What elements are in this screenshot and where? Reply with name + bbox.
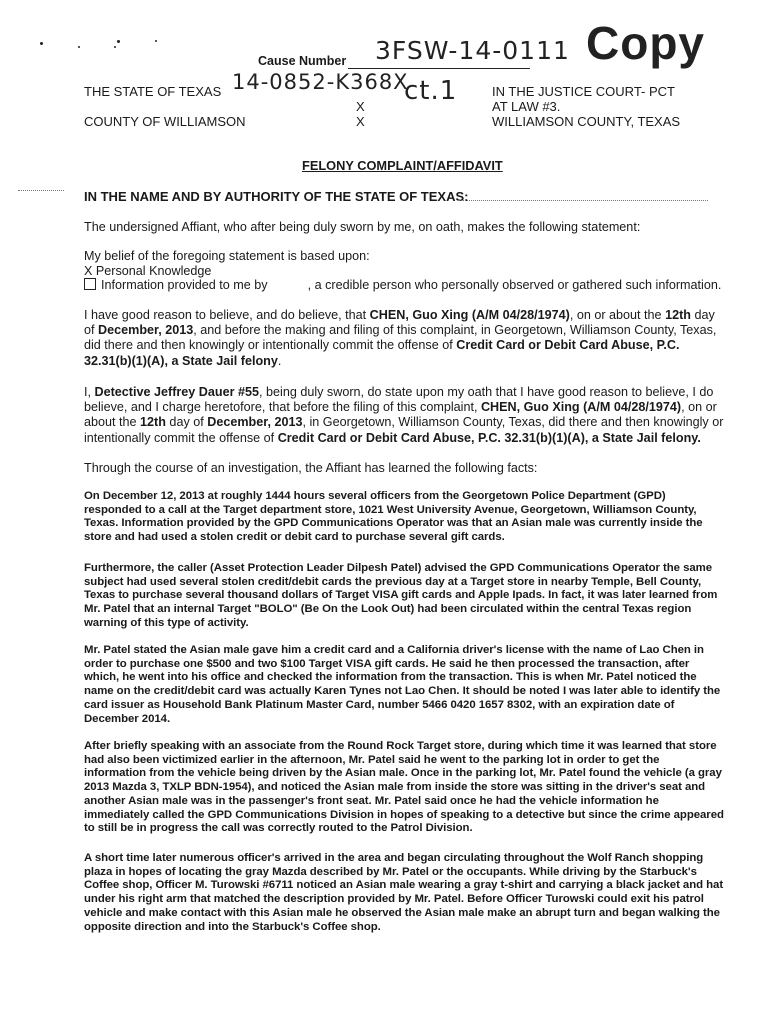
offense-month-year: December, 2013: [207, 415, 303, 430]
state-handwritten-number: 14-0852-K368X: [232, 70, 409, 94]
belief-information-text-a: Information provided to me by: [101, 278, 268, 292]
p2-text-1: I,: [84, 385, 95, 399]
p2-text-2: , being duly sworn, do state upon my oath that I have good reason to believe, I do believe, and I charge heretofore, that before the filing of this complaint,: [84, 385, 714, 415]
offense-day: 12th: [140, 415, 166, 430]
suspect-name: CHEN, Guo Xing (A/M 04/28/1974): [369, 308, 570, 322]
offense-statute: Credit Card or Debit Card Abuse, P.C. 32.31(b)(1)(A), a State Jail felony.: [277, 430, 701, 445]
offense-day: 12th: [665, 308, 691, 322]
cause-number-handwritten: 3FSW-14-0111: [375, 36, 570, 65]
court-line-1: IN THE JUSTICE COURT- PCT: [492, 84, 675, 99]
cause-number-label: Cause Number: [258, 54, 347, 68]
x-mark-1: X: [356, 99, 365, 114]
scan-speck: [155, 40, 157, 42]
copy-stamp: Copy: [586, 17, 705, 69]
scan-speck: [78, 46, 80, 48]
fact-paragraph: On December 12, 2013 at roughly 1444 hours several officers from the Georgetown Police Department (GPD) responded to a call at the Target department store, 1021 West University Avenue, Georgetown, Williamson County, Texas. Information provided by the GPD Communications Operator was that an Asian male was currently inside the store and had used a stolen credit or debit card to purchase several gift cards.: [84, 490, 703, 544]
p2-text-5: , in Georgetown, Williamson County, Texas, did there and then knowingly or intentionally commit the offense of: [84, 415, 724, 445]
fact-paragraph: Mr. Patel stated the Asian male gave him a credit card and a California driver's license with the name of Lao Chen in order to purchase one $500 and two $100 Target VISA gift cards. He said he then processed the transaction, after which, he went into his office and checked the information from the transaction. This is when Mr. Patel noticed the name on the credit/debit card was actually Karen Tynes not Lao Chen. It should be noted I was later able to identify the card issuer as Household Bank Platinum Master Card, number 5466 0420 1657 8302, with an expiration date of December 2014.: [84, 644, 721, 725]
authority-dotted-rule: [458, 200, 708, 202]
county-label: COUNTY OF WILLIAMSON: [84, 114, 246, 129]
fact-paragraph: After briefly speaking with an associate from the Round Rock Target store, during which time it was learned that store had also been victimized earlier in the afternoon, Mr. Patel said he went to the parking lot in order to get the information from the vehicle being driven by the Asian male. Once in the parking lot, Mr. Patel found the vehicle (a gray 2013 Mazda 3, TXLP BDN-1954), and noticed the Asian male from inside the store was sitting in the driver's seat and another Asian male was in the passenger's front seat. Mr. Patel said once he had the vehicle information he immediately called the GPD Communications Division in hopes of speaking to a detective but since the crime appeared to still be in progress the call was correctly routed to the Patrol Division.: [84, 740, 724, 835]
p2-text-4: day of: [165, 415, 208, 430]
scan-speck: [40, 42, 43, 45]
fact-paragraph: Furthermore, the caller (Asset Protection Leader Dilpesh Patel) advised the GPD Communications Operator the same subject had used several stolen credit/debit cards the previous day at a Target store in nearby Temple, Bell County, Texas to purchase several thousand dollars of Target VISA gift cards and Apple Ipads. In fact, it was later learned from Mr. Patel that an internal Target "BOLO" (Be On the Look Out) had been circulated within the central Texas region warning of this type of activity.: [84, 562, 718, 629]
x-mark-2: X: [356, 114, 365, 129]
belief-information-option: [84, 278, 721, 292]
charge-paragraph: [84, 385, 724, 446]
count-handwritten: ct.1: [404, 76, 458, 106]
p1-text-5: .: [277, 353, 282, 368]
offense-statute: Credit Card or Debit Card Abuse, P.C. 32.31(b)(1)(A), a State Jail felony: [84, 338, 680, 368]
belief-personal-knowledge: X Personal Knowledge: [84, 264, 212, 278]
p1-text-1: I have good reason to believe, and do believe, that: [84, 308, 370, 322]
margin-mark: [18, 190, 64, 192]
court-line-2: AT LAW #3.: [492, 99, 561, 114]
suspect-name: CHEN, Guo Xing (A/M 04/28/1974): [480, 400, 682, 415]
offense-month-year: December, 2013: [98, 323, 194, 338]
affiant-statement: The undersigned Affiant, who after being duly sworn by me, on oath, makes the following statement:: [84, 220, 641, 234]
cause-number-line: [348, 68, 530, 69]
authority-heading: IN THE NAME AND BY AUTHORITY OF THE STATE OF TEXAS:: [84, 189, 469, 204]
scan-speck: [114, 46, 116, 48]
scan-speck: [117, 40, 120, 43]
p1-text-2: , on or about the: [569, 308, 666, 322]
belief-information-text-b: , a credible person who personally observed or gathered such information.: [307, 278, 722, 292]
document-title: FELONY COMPLAINT/AFFIDAVIT: [302, 158, 503, 173]
state-of-texas-label: THE STATE OF TEXAS: [84, 84, 222, 99]
belief-heading: My belief of the foregoing statement is based upon:: [84, 249, 370, 263]
information-checkbox[interactable]: [84, 278, 96, 290]
p1-text-4: , and before the making and filing of this complaint, in Georgetown, Williamson County, Texas, did there and then knowingly or intentionally commit the offense of: [84, 323, 717, 353]
p2-text-3: , on or about the: [84, 400, 717, 430]
investigation-intro: Through the course of an investigation, the Affiant has learned the following facts:: [84, 461, 538, 475]
affiant-name: Detective Jeffrey Dauer #55: [94, 385, 260, 399]
court-line-3: WILLIAMSON COUNTY, TEXAS: [492, 114, 681, 129]
p1-text-3: day of: [84, 308, 715, 338]
belief-paragraph: [84, 308, 724, 369]
fact-paragraph: A short time later numerous officer's arrived in the area and began circulating throughout the Wolf Ranch shopping plaza in hopes of locating the gray Mazda described by Mr. Patel or the occupants. While driving by the Starbuck's Coffee shop, Officer M. Turowski #6711 noticed an Asian male wearing a gray t-shirt and carrying a black jacket and hat under his right arm that matched the description provided by Mr. Patel. Before Officer Turowski could exit his patrol vehicle and make contact with this Asian male he observed the Asian male make an abrupt turn and began walking the opposite direction and into the Starbuck's Coffee shop.: [84, 852, 724, 933]
